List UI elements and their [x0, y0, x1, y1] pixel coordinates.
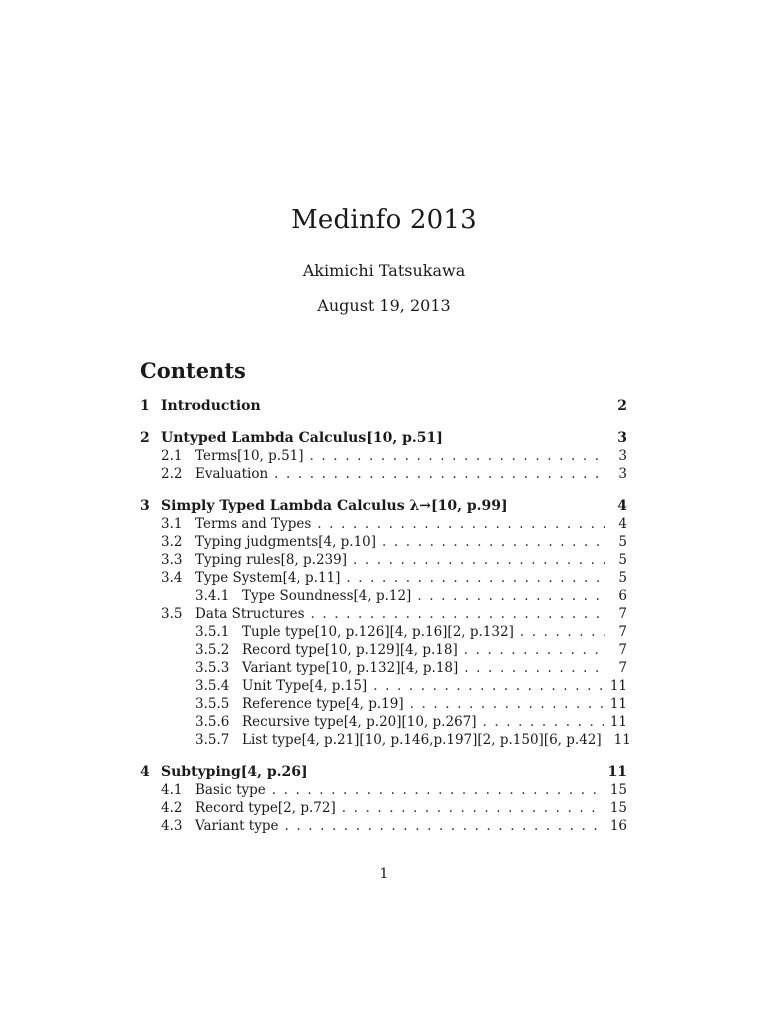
- toc-entry-page: 7: [618, 624, 627, 640]
- document-title: Medinfo 2013: [291, 205, 477, 235]
- toc-entry-number: 3.4.1: [195, 588, 230, 604]
- toc-dot-leader: [520, 623, 605, 641]
- toc-entry[interactable]: [140, 551, 627, 569]
- toc-entry-number: 3.5.3: [195, 660, 230, 676]
- toc-entry-page: 4: [617, 498, 627, 514]
- toc-entry[interactable]: [140, 763, 627, 781]
- toc-entry-number: 4: [140, 764, 150, 780]
- toc-entry-title: Variant type[10, p.132][4, p.18]: [242, 660, 459, 676]
- toc-entry-page: 11: [609, 714, 627, 730]
- toc-entry-number: 3.5.4: [195, 678, 230, 694]
- toc-entry-title: Introduction: [161, 398, 261, 414]
- toc-entry[interactable]: [140, 817, 627, 835]
- toc-dot-leader: [373, 677, 604, 695]
- toc-entry-page: 11: [609, 678, 627, 694]
- toc-entry-number: 4.3: [161, 818, 183, 834]
- toc-entry[interactable]: [140, 695, 627, 713]
- toc-entry-number: 3.1: [161, 516, 183, 532]
- toc-entry-number: 4.2: [161, 800, 183, 816]
- toc-entry-title: Simply Typed Lambda Calculus λ→[10, p.99]: [161, 498, 508, 514]
- toc-entry-number: 3.5.6: [195, 714, 230, 730]
- toc-entry[interactable]: [140, 429, 627, 447]
- toc-entry-page: 11: [609, 696, 627, 712]
- toc-entry-title: Tuple type[10, p.126][4, p.16][2, p.132]: [242, 624, 514, 640]
- document-date: August 19, 2013: [317, 296, 451, 315]
- toc-entry[interactable]: [140, 397, 627, 415]
- toc-dot-leader: [382, 533, 605, 551]
- toc-entry-page: 11: [613, 732, 631, 748]
- toc-dot-leader: [353, 551, 605, 569]
- contents-heading: Contents: [140, 358, 246, 383]
- toc-entry-page: 7: [618, 606, 627, 622]
- toc-entry-page: 7: [618, 642, 627, 658]
- toc-entry[interactable]: [140, 659, 627, 677]
- toc-entry[interactable]: [140, 605, 627, 623]
- toc-entry[interactable]: [140, 533, 627, 551]
- toc-entry-number: 3.2: [161, 534, 183, 550]
- toc-dot-leader: [483, 713, 604, 731]
- toc-entry-number: 3: [140, 498, 150, 514]
- toc-entry[interactable]: [140, 713, 627, 731]
- toc-entry[interactable]: [140, 447, 627, 465]
- toc-entry[interactable]: [140, 497, 627, 515]
- toc-dot-leader: [346, 569, 605, 587]
- toc-entry-number: 1: [140, 398, 150, 414]
- toc-dot-leader: [464, 659, 605, 677]
- toc-entry-page: 5: [618, 570, 627, 586]
- toc-entry-number: 4.1: [161, 782, 183, 798]
- toc-entry-title: Terms and Types: [195, 516, 312, 532]
- toc-entry-title: Typing judgments[4, p.10]: [195, 534, 377, 550]
- toc-dot-leader: [310, 447, 605, 465]
- toc-dot-leader: [284, 817, 603, 835]
- toc-dot-leader: [417, 587, 605, 605]
- toc-entry-number: 2.1: [161, 448, 183, 464]
- toc-entry-number: 3.4: [161, 570, 183, 586]
- toc-entry-title: Record type[10, p.129][4, p.18]: [242, 642, 458, 658]
- toc-entry-page: 2: [617, 398, 627, 414]
- toc-entry[interactable]: [140, 731, 631, 749]
- toc-entry-number: 3.5: [161, 606, 183, 622]
- toc-entry-title: Typing rules[8, p.239]: [195, 552, 348, 568]
- toc-entry-title: Record type[2, p.72]: [195, 800, 336, 816]
- toc-entry-title: Reference type[4, p.19]: [242, 696, 404, 712]
- toc-dot-leader: [342, 799, 604, 817]
- table-of-contents: [140, 397, 631, 835]
- toc-entry-title: Type Soundness[4, p.12]: [242, 588, 412, 604]
- toc-entry[interactable]: [140, 587, 627, 605]
- toc-entry-page: 6: [618, 588, 627, 604]
- toc-entry-number: 3.3: [161, 552, 183, 568]
- toc-entry-number: 3.5.2: [195, 642, 230, 658]
- toc-entry-title: Subtyping[4, p.26]: [161, 764, 308, 780]
- toc-entry-page: 5: [618, 552, 627, 568]
- toc-entry-title: Untyped Lambda Calculus[10, p.51]: [161, 430, 443, 446]
- toc-entry-page: 3: [618, 466, 627, 482]
- toc-entry-page: 4: [618, 516, 627, 532]
- toc-entry-title: Terms[10, p.51]: [195, 448, 304, 464]
- toc-entry-title: Basic type: [195, 782, 266, 798]
- toc-entry-title: Evaluation: [195, 466, 269, 482]
- toc-dot-leader: [464, 641, 605, 659]
- toc-entry-number: 2: [140, 430, 150, 446]
- toc-entry[interactable]: [140, 799, 627, 817]
- toc-entry[interactable]: [140, 623, 627, 641]
- toc-dot-leader: [272, 781, 604, 799]
- toc-entry-page: 15: [609, 782, 627, 798]
- toc-entry-page: 11: [607, 764, 627, 780]
- toc-entry-page: 7: [618, 660, 627, 676]
- author-name: Akimichi Tatsukawa: [302, 261, 466, 280]
- toc-dot-leader: [274, 465, 605, 483]
- toc-entry-number: 3.5.5: [195, 696, 230, 712]
- toc-entry-page: 3: [618, 448, 627, 464]
- toc-entry[interactable]: [140, 781, 627, 799]
- toc-entry-number: 3.5.7: [195, 732, 230, 748]
- toc-entry-number: 2.2: [161, 466, 183, 482]
- toc-entry-page: 16: [609, 818, 627, 834]
- toc-dot-leader: [311, 605, 605, 623]
- toc-entry-page: 5: [618, 534, 627, 550]
- toc-entry-title: List type[4, p.21][10, p.146,p.197][2, p.150][6, p.42]: [242, 732, 602, 748]
- toc-entry[interactable]: [140, 515, 627, 533]
- toc-entry-title: Recursive type[4, p.20][10, p.267]: [242, 714, 477, 730]
- toc-entry-title: Variant type: [195, 818, 279, 834]
- toc-entry-title: Type System[4, p.11]: [195, 570, 341, 586]
- toc-entry[interactable]: [140, 569, 627, 587]
- toc-entry-title: Unit Type[4, p.15]: [242, 678, 368, 694]
- toc-dot-leader: [410, 695, 604, 713]
- toc-entry-page: 15: [609, 800, 627, 816]
- toc-entry-title: Data Structures: [195, 606, 305, 622]
- page-number: 1: [379, 866, 389, 882]
- toc-dot-leader: [317, 515, 605, 533]
- toc-entry[interactable]: [140, 677, 627, 695]
- toc-entry[interactable]: [140, 641, 627, 659]
- toc-entry-page: 3: [617, 430, 627, 446]
- toc-entry-number: 3.5.1: [195, 624, 230, 640]
- toc-entry[interactable]: [140, 465, 627, 483]
